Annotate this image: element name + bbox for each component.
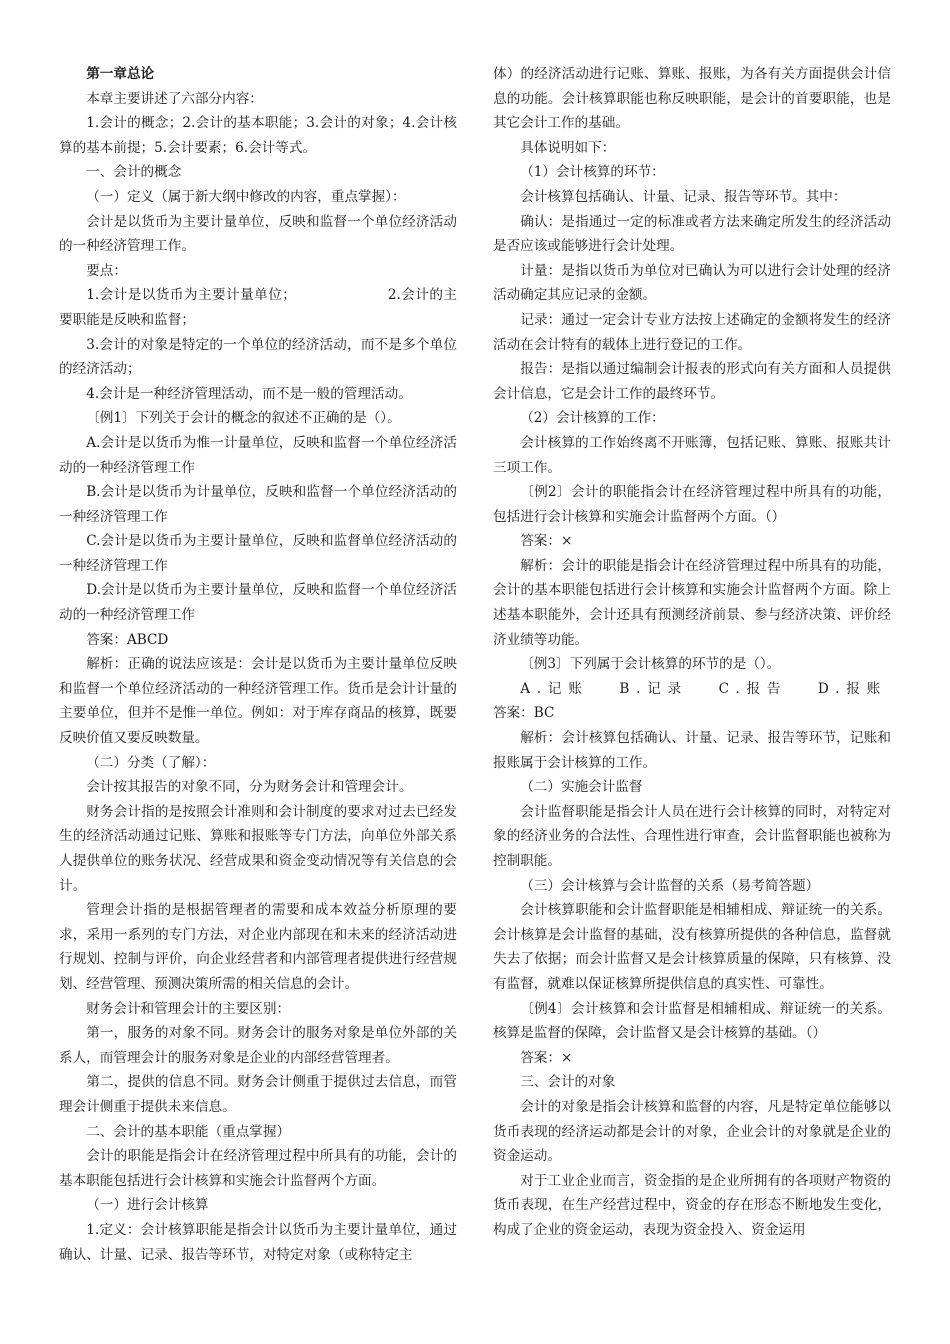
subsection-heading: （二）实施会计监督 bbox=[520, 779, 643, 796]
chapter-title: 第一章总论 bbox=[86, 66, 155, 82]
section-heading: 一、会计的概念 bbox=[86, 164, 182, 181]
paragraph: 本章主要讲述了六部分内容： bbox=[86, 90, 263, 107]
answer: 答案：ABCD bbox=[86, 631, 169, 648]
paragraph: 具体说明如下： bbox=[520, 139, 616, 156]
subsection-heading: （2）会计核算的工作： bbox=[520, 410, 665, 427]
option-c: C.会计是以货币为主要计量单位，反映和监督单位经济活动的一种经济管理工作 bbox=[59, 533, 457, 574]
section-heading: 三、会计的对象 bbox=[520, 1074, 616, 1091]
paragraph: 体）的经济活动进行记账、算账、报账，为各有关方面提供会计信息的功能。会计核算职能也称反映职能，是会计的首要职能，也是其它会计工作的基础。 bbox=[493, 66, 891, 132]
option-a: A.会计是以货币为惟一计量单位，反映和监督一个单位经济活动的一种经济管理工作 bbox=[59, 434, 457, 476]
subsection-heading: （1）会计核算的环节： bbox=[520, 164, 665, 181]
answer: 答案：× bbox=[520, 533, 573, 550]
paragraph: 会计的对象是指会计核算和监督的内容，凡是特定单位能够以货币表现的经济运动都是会计的对象，企业会计的对象就是企业的资金运动。 bbox=[493, 1098, 891, 1165]
right-column bbox=[493, 62, 891, 1243]
option-d: D.报账 bbox=[817, 680, 887, 697]
paragraph: 4.会计是一种经济管理活动，而不是一般的管理活动。 bbox=[86, 385, 412, 402]
paragraph: 1.会计的概念；2.会计的基本职能；3.会计的对象；4.会计核算的基本前提；5.会计要素；6.会计等式。 bbox=[59, 115, 457, 156]
paragraph: 1.会计是以货币为主要计量单位； 2.会计的主要职能是反映和监督； bbox=[59, 287, 457, 328]
paragraph: 财务会计和管理会计的主要区别： bbox=[86, 1000, 291, 1017]
subsection-heading: （一）进行会计核算 bbox=[86, 1197, 209, 1214]
example-question: 〔例4〕会计核算和会计监督是相辅相成、辩证统一的关系。核算是监督的保障，会计监督又是会计核算的基础。（） bbox=[493, 1000, 891, 1042]
section-heading: 二、会计的基本职能（重点掌握） bbox=[86, 1123, 291, 1140]
paragraph: 会计按其报告的对象不同，分为财务会计和管理会计。 bbox=[86, 779, 413, 796]
answer: 答案：BC bbox=[493, 705, 555, 722]
paragraph: 第一，服务的对象不同。财务会计的服务对象是单位外部的关系人，而管理会计的服务对象是企业的内部经营管理者。 bbox=[59, 1025, 457, 1066]
option-d: D.会计是以货币为主要计量单位，反映和监督一个单位经济活动的一种经济管理工作 bbox=[59, 582, 457, 624]
paragraph: 会计核算职能和会计监督职能是相辅相成、辩证统一的关系。会计核算是会计监督的基础，没有核算所提供的各种信息，监督就失去了依据；而会计监督又是会计核算质量的保障，只有核算、没有监督，就难以保证核算所提供信息的真实性、可靠性。 bbox=[493, 902, 891, 992]
option-a: A.记账 bbox=[520, 680, 589, 697]
paragraph: 财务会计指的是按照会计准则和会计制度的要求对过去已经发生的经济活动通过记账、算账和报账等专门方法，向单位外部关系人提供单位的账务状况、经营成果和资金变动情况等有关信息的会计。 bbox=[59, 803, 457, 894]
left-column bbox=[59, 62, 457, 1267]
paragraph: 会计核算包括确认、计量、记录、报告等环节。其中： bbox=[520, 188, 847, 205]
paragraph: 计量：是指以货币为单位对已确认为可以进行会计处理的经济活动确定其应记录的金额。 bbox=[493, 262, 891, 304]
paragraph: 管理会计指的是根据管理者的需要和成本效益分析原理的要求，采用一系列的专门方法，对企业内部现在和未来的经济活动进行规划、控制与评价，向企业经营者和内部管理者提供进行经营规划、经营管理、预测决策所需的相关信息的会计。 bbox=[59, 902, 457, 992]
subsection-heading: （一）定义（属于新大纲中修改的内容，重点掌握）： bbox=[86, 188, 406, 205]
paragraph: 1.定义：会计核算职能是指会计以货币为主要计量单位，通过确认、计量、记录、报告等环节，对特定对象（或称特定主 bbox=[59, 1221, 457, 1263]
answer: 答案：× bbox=[520, 1049, 573, 1066]
explanation: 解析：会计核算包括确认、计量、记录、报告等环节，记账和报账属于会计核算的工作。 bbox=[493, 730, 891, 771]
paragraph: 会计核算的工作始终离不开账簿，包括记账、算账、报账共计三项工作。 bbox=[493, 434, 891, 476]
example3-options bbox=[493, 677, 891, 702]
paragraph: 对于工业企业而言，资金指的是企业所拥有的各项财产物资的货币表现，在生产经营过程中，资金的存在形态不断地发生变化，构成了企业的资金运动，表现为资金投入、资金运用 bbox=[493, 1172, 891, 1238]
subsection-heading: （三）会计核算与会计监督的关系（易考简答题） bbox=[520, 877, 820, 894]
paragraph: 要点： bbox=[86, 262, 127, 279]
option-b: B.会计是以货币为计量单位，反映和监督一个单位经济活动的一种经济管理工作 bbox=[59, 484, 457, 525]
example-question: 〔例2〕会计的职能指会计在经济管理过程中所具有的功能，包括进行会计核算和实施会计监督两个方面。（） bbox=[493, 484, 891, 525]
subsection-heading: （二）分类（了解）： bbox=[86, 754, 216, 771]
paragraph: 报告：是指以通过编制会计报表的形式向有关方面和人员提供会计信息，它是会计工作的最终环节。 bbox=[493, 361, 891, 402]
paragraph: 会计监督职能是指会计人员在进行会计核算的同时，对特定对象的经济业务的合法性、合理性进行审查，会计监督职能也被称为控制职能。 bbox=[493, 803, 891, 869]
paragraph: 会计是以货币为主要计量单位，反映和监督一个单位经济活动的一种经济管理工作。 bbox=[59, 213, 457, 255]
explanation: 解析：正确的说法应该是：会计是以货币为主要计量单位反映和监督一个单位经济活动的一种经济管理工作。货币是会计计量的主要单位，但并不是惟一单位。例如：对于库存商品的核算，既要反映价值又要反映数量。 bbox=[59, 656, 457, 747]
paragraph: 3.会计的对象是特定的一个单位的经济活动，而不是多个单位的经济活动； bbox=[59, 336, 457, 378]
example-question: 〔例1〕下列关于会计的概念的叙述不正确的是（）。 bbox=[86, 410, 401, 427]
paragraph: 确认：是指通过一定的标准或者方法来确定所发生的经济活动是否应该或能够进行会计处理。 bbox=[493, 213, 891, 255]
option-c: C.报告 bbox=[718, 680, 788, 697]
paragraph: 会计的职能是指会计在经济管理过程中所具有的功能，会计的基本职能包括进行会计核算和实施会计监督两个方面。 bbox=[59, 1148, 457, 1189]
paragraph: 记录：通过一定会计专业方法按上述确定的金额将发生的经济活动在会计特有的载体上进行登记的工作。 bbox=[493, 311, 891, 353]
option-b: B.记录 bbox=[619, 680, 689, 697]
paragraph: 第二，提供的信息不同。财务会计侧重于提供过去信息，而管理会计侧重于提供未来信息。 bbox=[59, 1074, 457, 1115]
example-question: 〔例3〕下列属于会计核算的环节的是（）。 bbox=[520, 656, 781, 673]
explanation: 解析：会计的职能是指会计在经济管理过程中所具有的功能，会计的基本职能包括进行会计核算和实施会计监督两个方面。除上述基本职能外，会计还具有预测经济前景、参与经济决策、评价经济业绩等功能。 bbox=[493, 557, 891, 648]
